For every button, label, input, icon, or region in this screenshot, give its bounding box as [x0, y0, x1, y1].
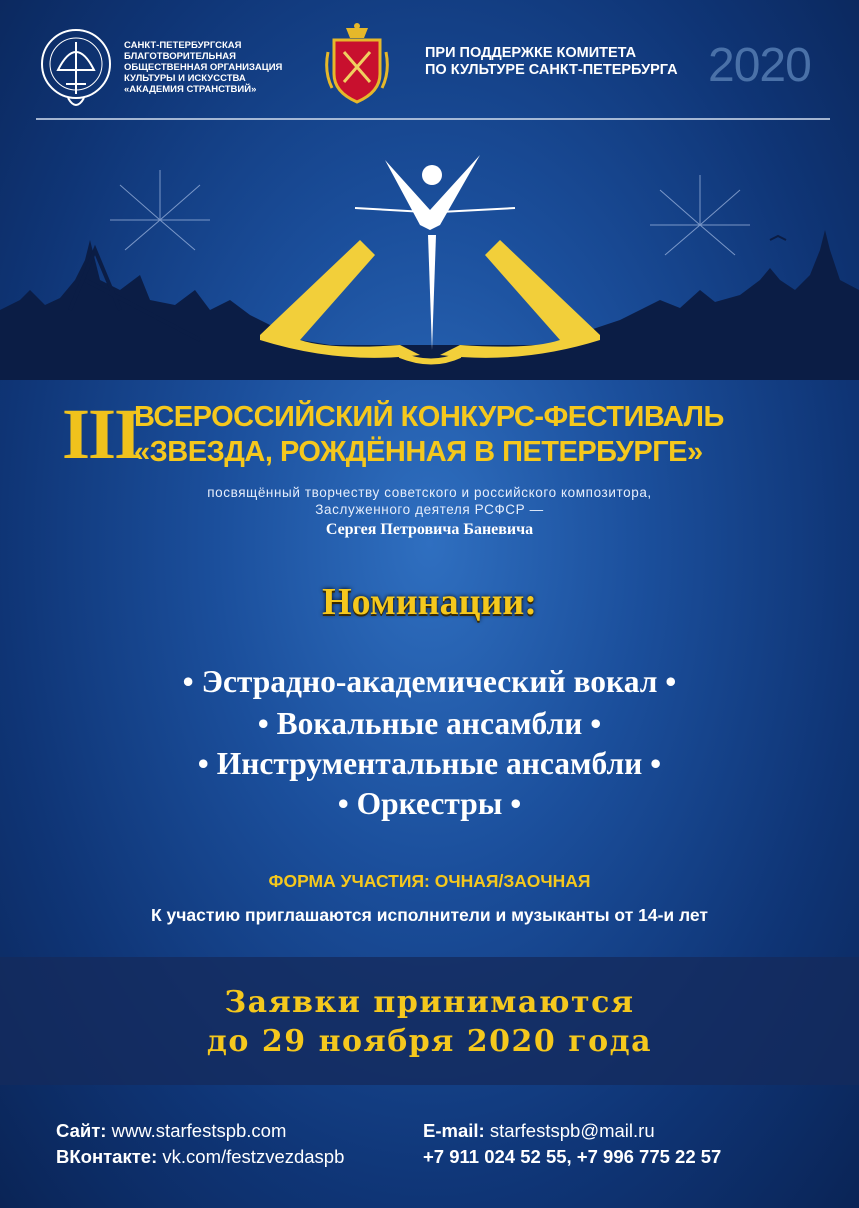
support-text: ПРИ ПОДДЕРЖКЕ КОМИТЕТА ПО КУЛЬТУРЕ САНКТ-ПЕТЕРБУРГА	[425, 45, 678, 78]
festival-title-line1: ВСЕРОССИЙСКИЙ КОНКУРС-ФЕСТИВАЛЬ	[134, 401, 724, 433]
phone-numbers: +7 911 024 52 55, +7 996 775 22 57	[423, 1146, 722, 1167]
nomination-item: • Оркестры •	[337, 786, 522, 821]
fireworks-left-icon	[110, 170, 210, 250]
fireworks-right-icon	[650, 175, 750, 255]
email-link[interactable]: starfestspb@mail.ru	[484, 1120, 655, 1141]
dedication-line1: посвящённый творчеству советского и российского композитора,	[207, 485, 652, 500]
composer-name: Сергея Петровича Баневича	[325, 521, 534, 538]
vk-link[interactable]: vk.com/festzvezdaspb	[157, 1146, 345, 1167]
vk-label: ВКонтакте:	[56, 1146, 158, 1167]
email-contact	[423, 1120, 655, 1142]
nomination-item: • Вокальные ансамбли •	[257, 706, 602, 741]
dedication-line2: Заслуженного деятеля РСФСР —	[315, 502, 544, 517]
edition-numeral: III	[62, 394, 141, 474]
site-contact	[56, 1120, 286, 1142]
invitation-text: К участию приглашаются исполнители и музыканты от 14-и лет	[150, 905, 708, 925]
header-divider	[36, 118, 830, 120]
participation-form: ФОРМА УЧАСТИЯ: ОЧНАЯ/ЗАОЧНАЯ	[268, 871, 591, 891]
deadline-band	[0, 957, 859, 1085]
festival-emblem-skyline	[0, 140, 859, 400]
nomination-item: • Эстрадно-академический вокал •	[182, 664, 677, 699]
deadline-line2: до 29 ноября 2020 года	[206, 1024, 653, 1059]
organization-name: САНКТ-ПЕТЕРБУРГСКАЯ БЛАГОТВОРИТЕЛЬНАЯ ОБЩЕСТВЕННАЯ ОРГАНИЗАЦИЯ КУЛЬТУРЫ И ИСКУССТВА «АКАДЕМИЯ СТРАНСТВИЙ»	[124, 40, 283, 95]
deadline-line1: Заявки принимаются	[224, 985, 635, 1020]
site-link[interactable]: www.starfestspb.com	[106, 1120, 287, 1141]
nomination-item: • Инструментальные ансамбли •	[197, 746, 662, 781]
site-label: Сайт:	[56, 1120, 107, 1141]
email-label: E-mail:	[423, 1120, 485, 1141]
phone-contact	[423, 1146, 721, 1168]
spb-coat-of-arms-icon	[324, 22, 390, 106]
nominations-heading: Номинации:	[322, 581, 537, 623]
vk-contact	[56, 1146, 344, 1168]
year-label: 2020	[708, 39, 811, 92]
festival-title-line2: «ЗВЕЗДА, РОЖДЁННАЯ В ПЕТЕРБУРГЕ»	[134, 436, 703, 468]
academy-logo-icon	[38, 24, 114, 114]
